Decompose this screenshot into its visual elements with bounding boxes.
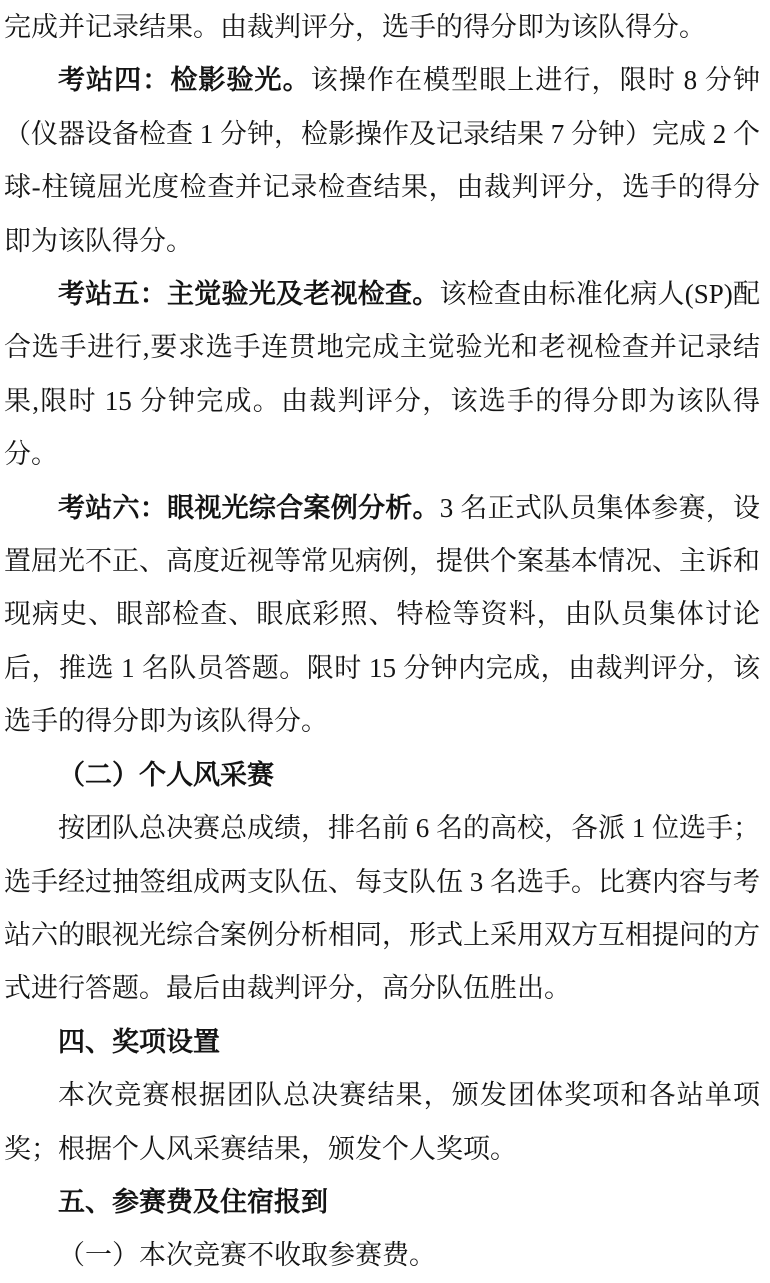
text-run: 3 名正式队员集体参赛，设置屈光不正、高度近视等常见病例，提供个案基本情况、主诉和现病史、眼部检查、眼底彩照、特检等资料，由队员集体讨论后，推选 1 名队员答题。限时 15 分钟内完成，由裁判评分，该选手的得分即为该队得分。: [4, 492, 761, 737]
text-run: 该操作在模型眼上进行，限时 8 分钟（仪器设备检查 1 分钟，检影操作及记录结果 7 分钟）完成 2 个球-柱镜屈光度检查并记录检查结果，由裁判评分，选手的得分即为该队得分。: [4, 65, 761, 256]
text-run: （一）本次竞赛不收取参赛费。: [58, 1240, 436, 1271]
section-heading: 四、奖项设置: [58, 1026, 220, 1057]
para-station-4: [4, 54, 760, 268]
run-in-heading-station-5: 考站五：主觉验光及老视检查。: [58, 279, 440, 310]
section-heading: （二）个人风采赛: [58, 759, 274, 790]
para-personal-style-contest: [4, 802, 760, 1016]
run-in-heading-station-6: 考站六：眼视光综合案例分析。: [58, 492, 440, 523]
para-no-entry-fee: [4, 1229, 760, 1282]
para-station-6: [4, 482, 760, 749]
text-run: 按团队总决赛总成绩，排名前 6 名的高校，各派 1 位选手；选手经过抽签组成两支队伍、每支队伍 3 名选手。比赛内容与考站六的眼视光综合案例分析相同，形式上采用双方互相提问的方式进行答题。最后由裁判评分，高分队伍胜出。: [4, 813, 760, 1004]
text-run: 本次竞赛根据团队总决赛结果，颁发团体奖项和各站单项奖；根据个人风采赛结果，颁发个人奖项。: [4, 1080, 760, 1164]
heading-personal-style-contest: [4, 749, 760, 802]
text-run: 该检查由标准化病人(SP)配合选手进行,要求选手连贯地完成主觉验光和老视检查并记录结果,限时 15 分钟完成。由裁判评分，该选手的得分即为该队得分。: [4, 279, 761, 470]
para-station-5: [4, 268, 760, 482]
heading-fees-and-checkin: [4, 1176, 760, 1229]
heading-awards: [4, 1016, 760, 1069]
run-in-heading-station-4: 考站四：检影验光。: [58, 65, 311, 96]
text-run: 完成并记录结果。由裁判评分，选手的得分即为该队得分。: [4, 12, 706, 42]
section-heading: 五、参赛费及住宿报到: [58, 1186, 328, 1217]
para-continuation: [4, 1, 760, 54]
para-awards: [4, 1069, 760, 1176]
